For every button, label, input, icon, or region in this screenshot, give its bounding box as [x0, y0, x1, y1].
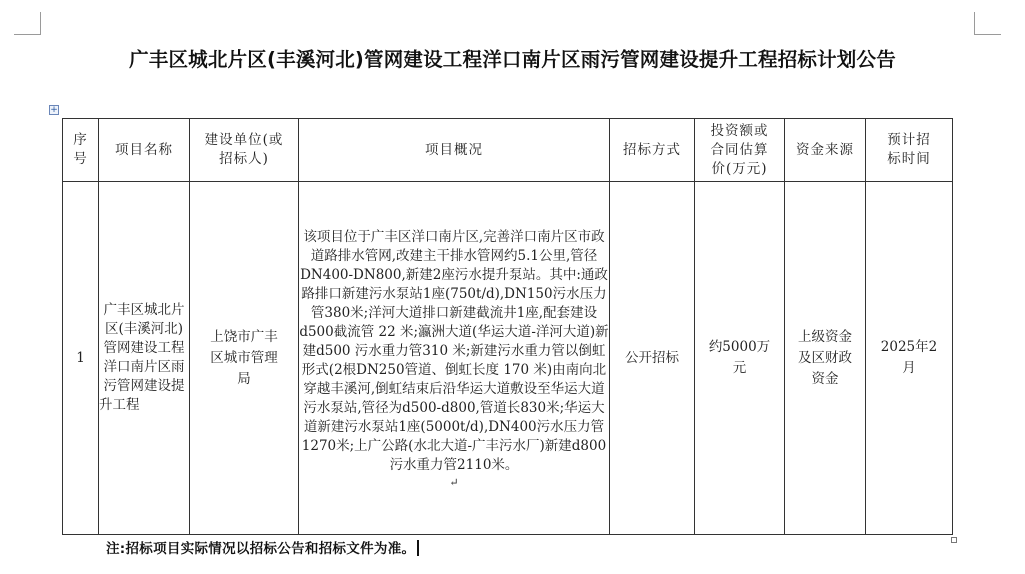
- page-corner-mark-top-left: [14, 12, 41, 35]
- cell-tender-method: 公开招标: [610, 182, 695, 535]
- cell-project-name: 广丰区城北片区(丰溪河北)管网建设工程洋口南片区雨污管网建设提升工程: [99, 182, 190, 535]
- header-project-name: 项目名称: [99, 119, 190, 182]
- overview-text: 该项目位于广丰区洋口南片区,完善洋口南片区市政道路排水管网,改建主干排水管网约5.1公里,管径DN400-DN800,新建2座污水提升泵站。其中:通政路排口新建污水泵站1座(750t/d),DN150污水压力管380米;洋河大道排口新建截流井1座,配套建设d500截流管 22 米;瀛洲大道(华运大道-洋河大道)新建d500 污水重力管310 米;新建污水重力管以倒虹形式(2根DN250管道、倒虹长度 170 米)由南向北穿越丰溪河,倒虹结束后沿华运大道敷设至华运大道污水泵站,管径为d500-d800,管道长830米;华运大道新建污水泵站1座(5000t/d),DN400污水压力管1270米;上广公路(水北大道-广丰污水厂)新建d800污水重力管2110米。: [299, 228, 609, 473]
- header-overview: 项目概况: [299, 119, 610, 182]
- cell-funding-source: 上级资金及区财政资金: [785, 182, 866, 535]
- cell-owner: 上饶市广丰区城市管理局: [190, 182, 299, 535]
- header-funding-source: 资金来源: [785, 119, 866, 182]
- header-investment: 投资额或合同估算价(万元): [695, 119, 785, 182]
- tender-plan-table: [62, 118, 953, 535]
- header-tender-method: 招标方式: [610, 119, 695, 182]
- table-header-row: [63, 119, 953, 182]
- footnote-text: 注:招标项目实际情况以招标公告和招标文件为准。: [106, 541, 416, 557]
- header-owner: 建设单位(或招标人): [190, 119, 299, 182]
- paragraph-mark-icon: ↵: [449, 475, 459, 489]
- document-title: 广丰区城北片区(丰溪河北)管网建设工程洋口南片区雨污管网建设提升工程招标计划公告: [129, 48, 896, 71]
- footnote[interactable]: [106, 537, 419, 557]
- table-move-handle-icon[interactable]: +: [50, 105, 58, 115]
- cell-investment: 约5000万元: [695, 182, 785, 535]
- table-resize-handle-icon[interactable]: [951, 537, 957, 543]
- header-tender-time: 预计招标时间: [866, 119, 953, 182]
- cell-seq: 1: [63, 182, 99, 535]
- page-corner-mark-top-right: [974, 12, 1001, 35]
- text-cursor-icon: [417, 540, 419, 556]
- table-row: [63, 182, 953, 535]
- cell-overview: [299, 182, 610, 535]
- cell-tender-time: 2025年2月: [866, 182, 953, 535]
- header-seq: 序号: [63, 119, 99, 182]
